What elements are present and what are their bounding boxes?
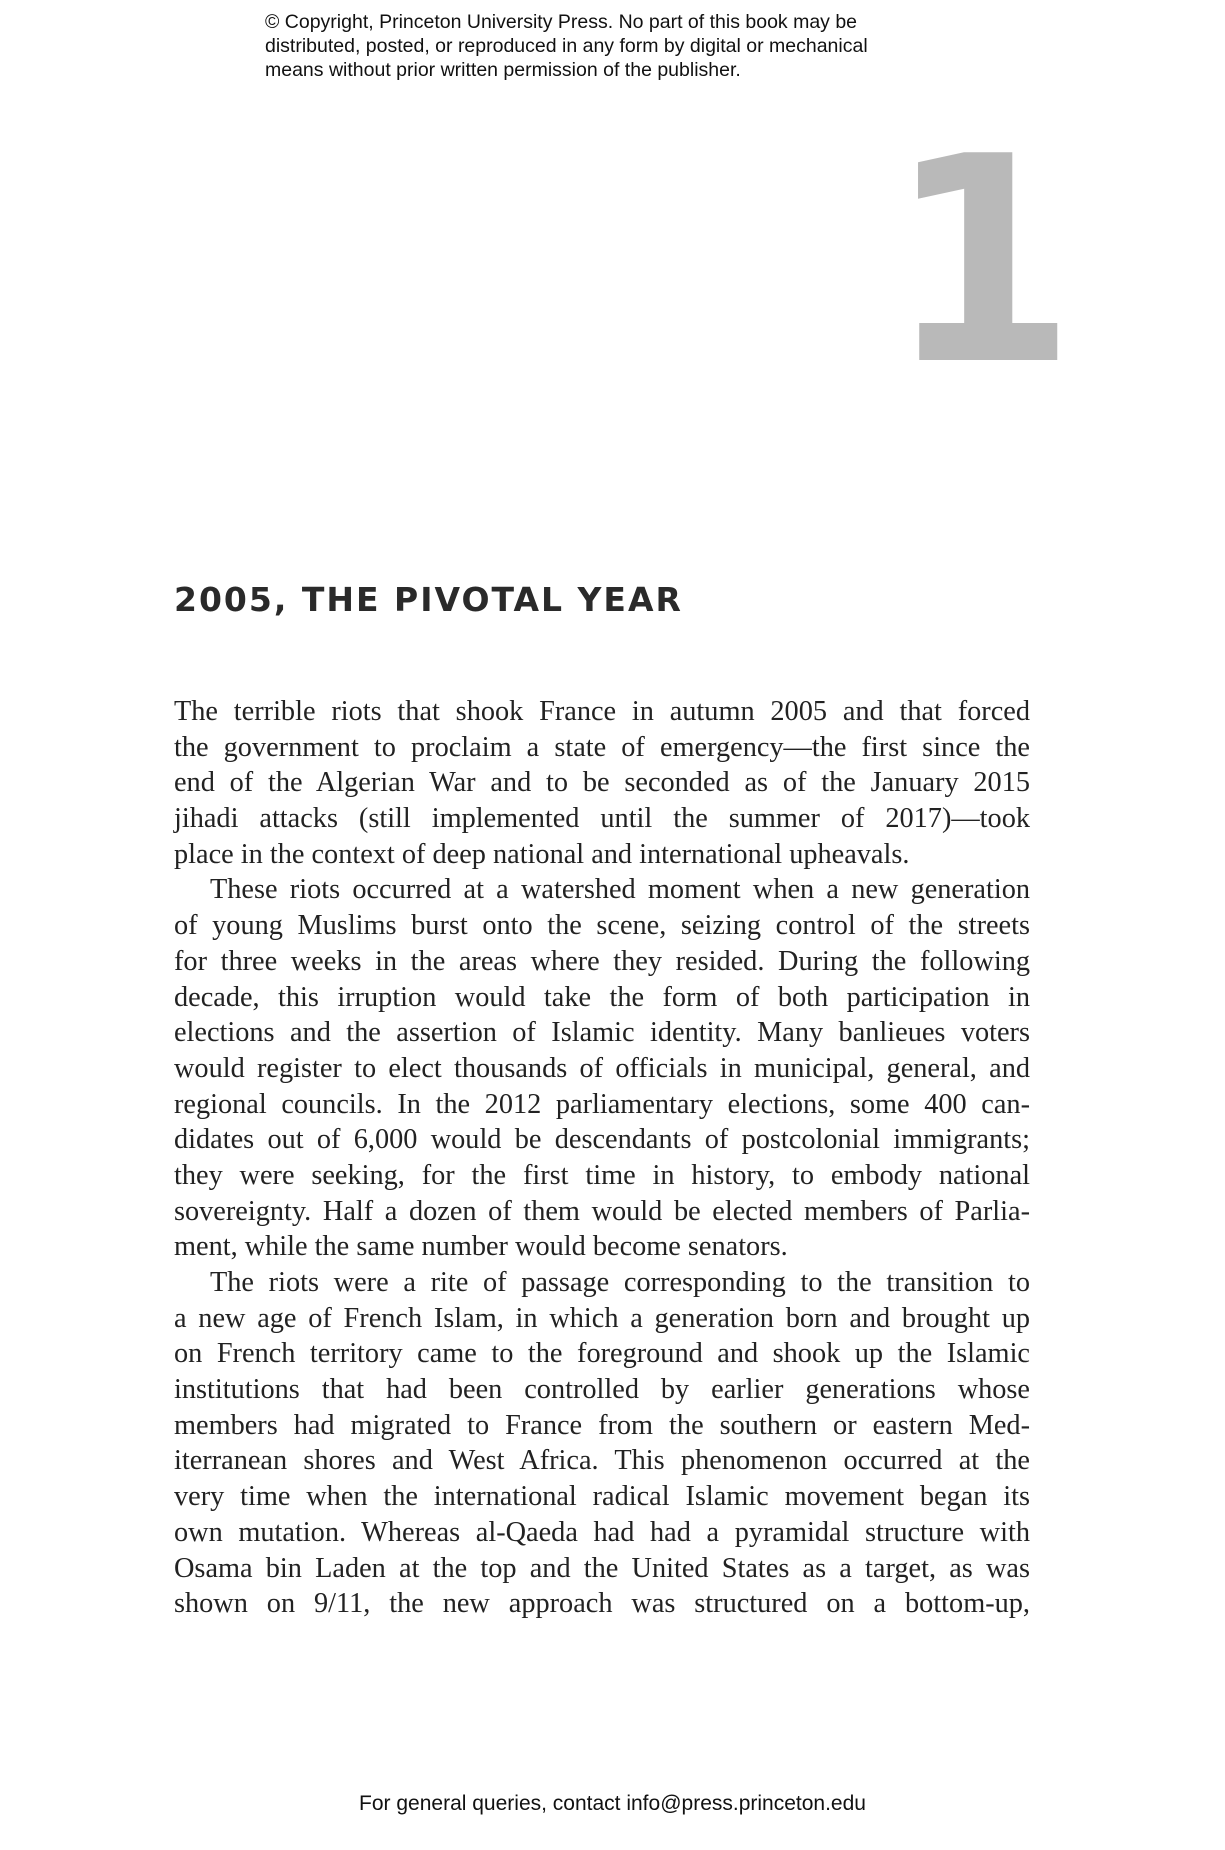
text-line: shown on 9/11, the new approach was structured on a bottom-up,: [174, 1588, 1030, 1620]
copyright-line: means without prior written permission of the publisher.: [265, 59, 741, 81]
text-line: decade, this irruption would take the form of both participation in: [174, 981, 1030, 1013]
chapter-body: [174, 694, 1030, 1622]
text-line: place in the context of deep national and international upheavals.: [174, 838, 910, 870]
text-line: end of the Algerian War and to be seconded as of the January 2015: [174, 767, 1030, 799]
text-line: very time when the international radical Islamic movement began its: [174, 1481, 1030, 1513]
text-line: ment, while the same number would become senators.: [174, 1231, 788, 1263]
footer-contact: For general queries, contact info@press.princeton.edu: [359, 1792, 866, 1815]
text-line: the government to proclaim a state of emergency—the first since the: [174, 731, 1030, 763]
text-line: own mutation. Whereas al-Qaeda had had a pyramidal structure with: [174, 1516, 1030, 1548]
paragraph-2: [174, 872, 1030, 1265]
text-line: The terrible riots that shook France in autumn 2005 and that forced: [174, 696, 1030, 727]
text-line: Osama bin Laden at the top and the United States as a target, as was: [174, 1552, 1030, 1584]
paragraph-1: [174, 694, 1030, 872]
text-line: a new age of French Islam, in which a generation born and brought up: [174, 1302, 1030, 1334]
text-line: These riots occurred at a watershed moment when a new generation: [210, 874, 1030, 906]
text-line: regional councils. In the 2012 parliamentary elections, some 400 can-: [174, 1088, 1030, 1120]
copyright-line: distributed, posted, or reproduced in any form by digital or mechanical: [265, 35, 868, 57]
text-line: sovereignty. Half a dozen of them would be elected members of Parlia-: [174, 1195, 1030, 1227]
chapter-title: 2005, THE PIVOTAL YEAR: [174, 580, 683, 619]
paragraph-3: [174, 1265, 1030, 1622]
text-line: jihadi attacks (still implemented until the summer of 2017)—took: [174, 803, 1030, 835]
text-line: of young Muslims burst onto the scene, seizing control of the streets: [174, 910, 1030, 942]
text-line: they were seeking, for the first time in history, to embody national: [174, 1159, 1030, 1191]
text-line: for three weeks in the areas where they resided. During the following: [174, 945, 1030, 977]
text-line: iterranean shores and West Africa. This phenomenon occurred at the: [174, 1445, 1030, 1477]
chapter-number: 1: [887, 96, 1073, 428]
text-line: members had migrated to France from the southern or eastern Med-: [174, 1409, 1030, 1441]
text-line: would register to elect thousands of officials in municipal, general, and: [174, 1052, 1030, 1084]
copyright-notice: [265, 10, 1025, 82]
text-line: institutions that had been controlled by earlier generations whose: [174, 1374, 1030, 1406]
text-line: elections and the assertion of Islamic identity. Many banlieues voters: [174, 1017, 1030, 1049]
text-line: The riots were a rite of passage corresponding to the transition to: [210, 1267, 1030, 1298]
text-line: didates out of 6,000 would be descendants of postcolonial immigrants;: [174, 1124, 1030, 1156]
text-line: on French territory came to the foreground and shook up the Islamic: [174, 1338, 1030, 1370]
copyright-line: © Copyright, Princeton University Press. No part of this book may be: [265, 11, 858, 33]
